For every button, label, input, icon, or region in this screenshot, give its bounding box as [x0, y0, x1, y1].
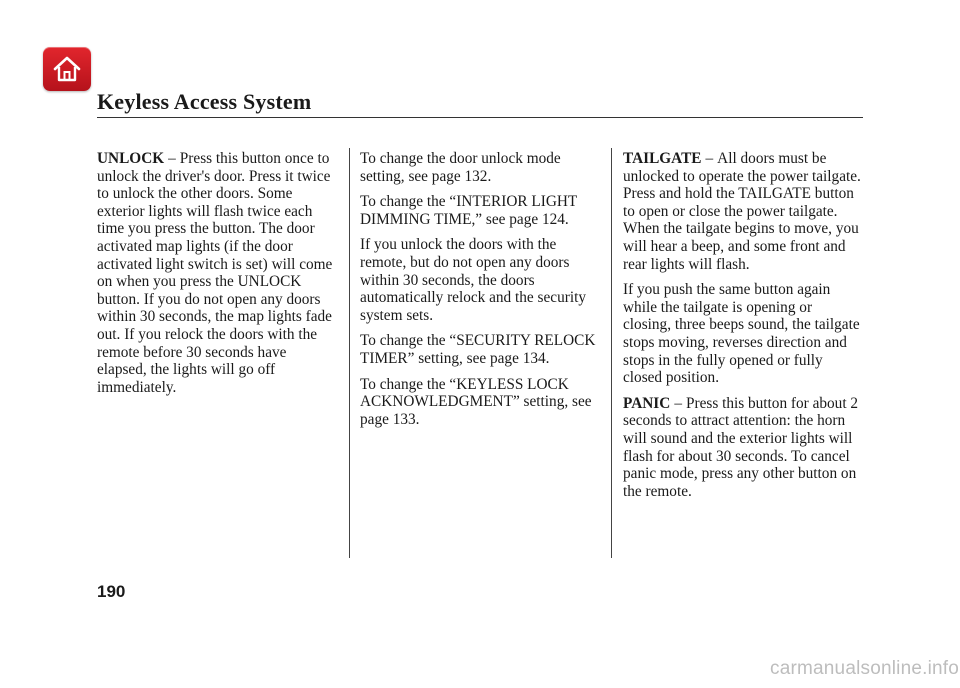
paragraph-unlock — [97, 150, 337, 396]
paragraph: To change the “KEYLESS LOCK ACKNOWLEDGMENT” setting, see page 133. — [360, 375, 592, 428]
term-panic: PANIC — [623, 394, 671, 412]
home-button[interactable] — [43, 47, 91, 91]
term-unlock: UNLOCK — [97, 150, 165, 167]
paragraph-text: Press this button for about 2 seconds to attract attention: the horn will sound and the exterior lights will flash for about 30 seconds. To cancel panic mode, press any other button on the remote. — [623, 394, 859, 500]
column-2 — [360, 150, 600, 436]
home-icon — [52, 55, 82, 83]
watermark: carmanualsonline.info — [770, 658, 960, 679]
section-title: Keyless Access System — [97, 89, 312, 114]
dash: – — [705, 150, 714, 167]
column-3 — [623, 150, 863, 508]
paragraph: If you unlock the doors with the remote, but do not open any doors within 30 seconds, the doors automatically relock and the security system sets. — [360, 236, 586, 324]
paragraph-panic — [623, 395, 863, 501]
paragraph-tailgate — [623, 150, 863, 273]
title-rule — [97, 117, 863, 118]
paragraph: To change the “INTERIOR LIGHT DIMMING TIME,” see page 124. — [360, 193, 577, 228]
column-divider — [611, 148, 612, 558]
term-tailgate: TAILGATE — [623, 150, 702, 167]
dash: – — [168, 150, 176, 167]
column-divider — [349, 148, 350, 558]
paragraph: To change the “SECURITY RELOCK TIMER” setting, see page 134. — [360, 332, 596, 367]
column-1 — [97, 150, 337, 404]
paragraph: To change the door unlock mode setting, see page 132. — [360, 150, 561, 185]
paragraph: If you push the same button again while the tailgate is opening or closing, three beeps sound, the tailgate stops moving, reverses direction and stops in the fully opened or fully closed position. — [623, 281, 860, 387]
page-number: 190 — [97, 582, 126, 601]
paragraph-text: Press this button once to unlock the driver's door. Press it twice to unlock the other doors. Some exterior lights will flash twice each time you press the button. The door activated map lights (if the door activated light switch is set) will come on when you press the UNLOCK button. If you do not open any doors within 30 seconds, the map lights fade out. If you relock the doors with the remote before 30 seconds have elapsed, the lights will go off immediately. — [97, 150, 333, 396]
dash: – — [674, 394, 682, 412]
paragraph-text: All doors must be unlocked to operate the power tailgate. Press and hold the TAILGATE button to open or close the power tailgate. When the tailgate begins to move, you will hear a beep, and some front and rear lights will flash. — [623, 150, 861, 273]
